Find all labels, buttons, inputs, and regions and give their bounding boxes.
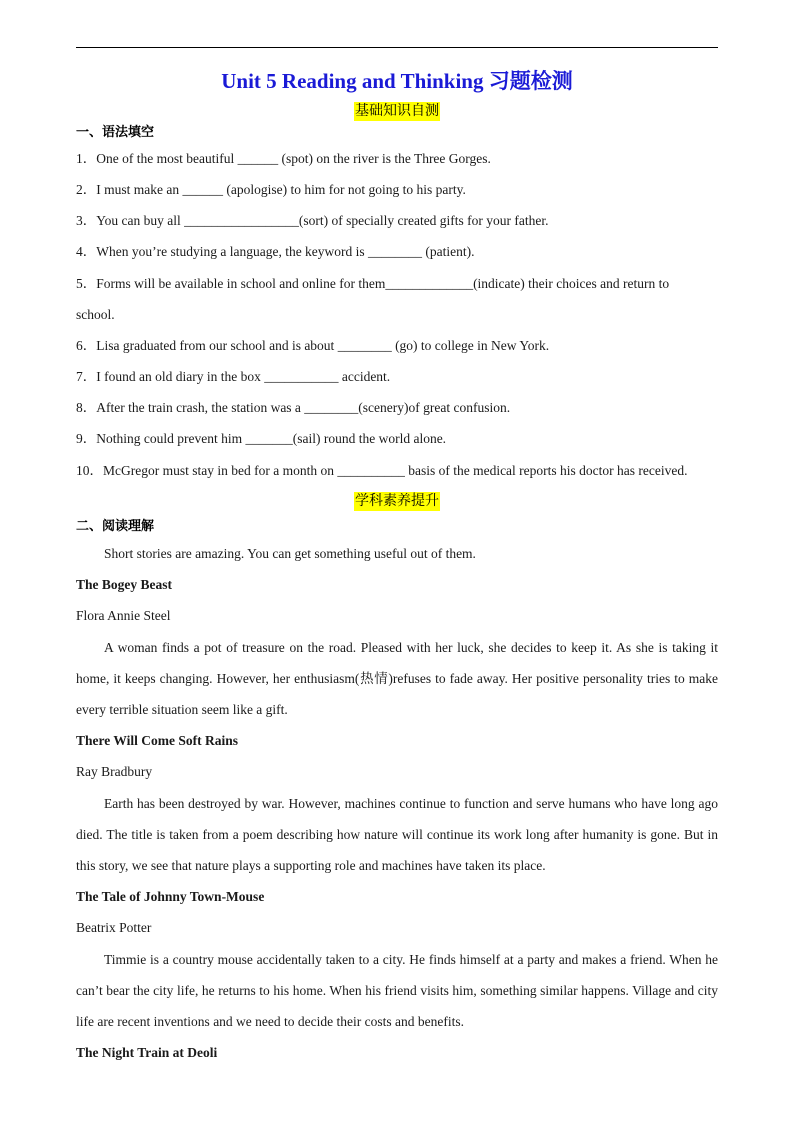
- story-summary: A woman finds a pot of treasure on the road. Pleased with her luck, she decides to keep it. As she is taking it home, it keeps changing. However, her enthusiasm(热情)refuses to fade away. Her positive personality tries to make every terrible situation seem like a gift.: [76, 640, 718, 718]
- story-author: Flora Annie Steel: [76, 608, 171, 623]
- part1-heading: 一、语法填空: [76, 125, 155, 140]
- question-10: 10．McGregor must stay in bed for a month on __________ basis of the medical reports his doctor has received.: [76, 463, 688, 478]
- question-2: 2．I must make an ______ (apologise) to him for not going to his party.: [76, 182, 466, 197]
- part2-heading: 二、阅读理解: [76, 519, 155, 534]
- question-3: 3．You can buy all _________________(sort) of specially created gifts for your father.: [76, 213, 549, 228]
- story-title: There Will Come Soft Rains: [76, 733, 239, 748]
- reading-intro: Short stories are amazing. You can get something useful out of them.: [104, 546, 476, 561]
- question-7: 7．I found an old diary in the box ___________ accident.: [76, 369, 391, 384]
- story-author: Beatrix Potter: [76, 920, 152, 935]
- section-label-wrapper: [0, 102, 794, 121]
- story-title: The Night Train at Deoli: [76, 1045, 218, 1060]
- page-title: Unit 5 Reading and Thinking 习题检测: [221, 69, 573, 93]
- story-title: The Bogey Beast: [76, 577, 172, 592]
- story-title: The Tale of Johnny Town-Mouse: [76, 889, 265, 904]
- story-author: Ray Bradbury: [76, 764, 153, 779]
- header-rule: [76, 47, 718, 48]
- question-5-continued: school.: [76, 307, 115, 322]
- story-summary: Timmie is a country mouse accidentally taken to a city. He finds himself at a party and makes a friend. When he can’t bear the city life, he returns to his home. When his friend visits him, something similar happens. Village and city life are recent inventions and we need to decide their costs and benefits.: [76, 952, 718, 1030]
- section-label-wrapper-2: [0, 492, 794, 511]
- question-1: 1．One of the most beautiful ______ (spot) on the river is the Three Gorges.: [76, 151, 491, 166]
- question-4: 4．When you’re studying a language, the keyword is ________ (patient).: [76, 244, 475, 259]
- section-label-advanced: 学科素养提升: [355, 493, 439, 509]
- question-9: 9．Nothing could prevent him _______(sail) round the world alone.: [76, 431, 447, 446]
- question-8: 8．After the train crash, the station was a ________(scenery)of great confusion.: [76, 400, 511, 415]
- story-summary: Earth has been destroyed by war. However, machines continue to function and serve humans who have long ago died. The title is taken from a poem describing how nature will continue its work long after humanity is gone. But in this story, we see that nature plays a supporting role and machines have taken its place.: [76, 796, 718, 874]
- question-6: 6．Lisa graduated from our school and is about ________ (go) to college in New York.: [76, 338, 550, 353]
- question-5: 5．Forms will be available in school and online for them_____________(indicate) their choices and return to: [76, 276, 670, 291]
- section-label-basic: 基础知识自测: [355, 103, 439, 119]
